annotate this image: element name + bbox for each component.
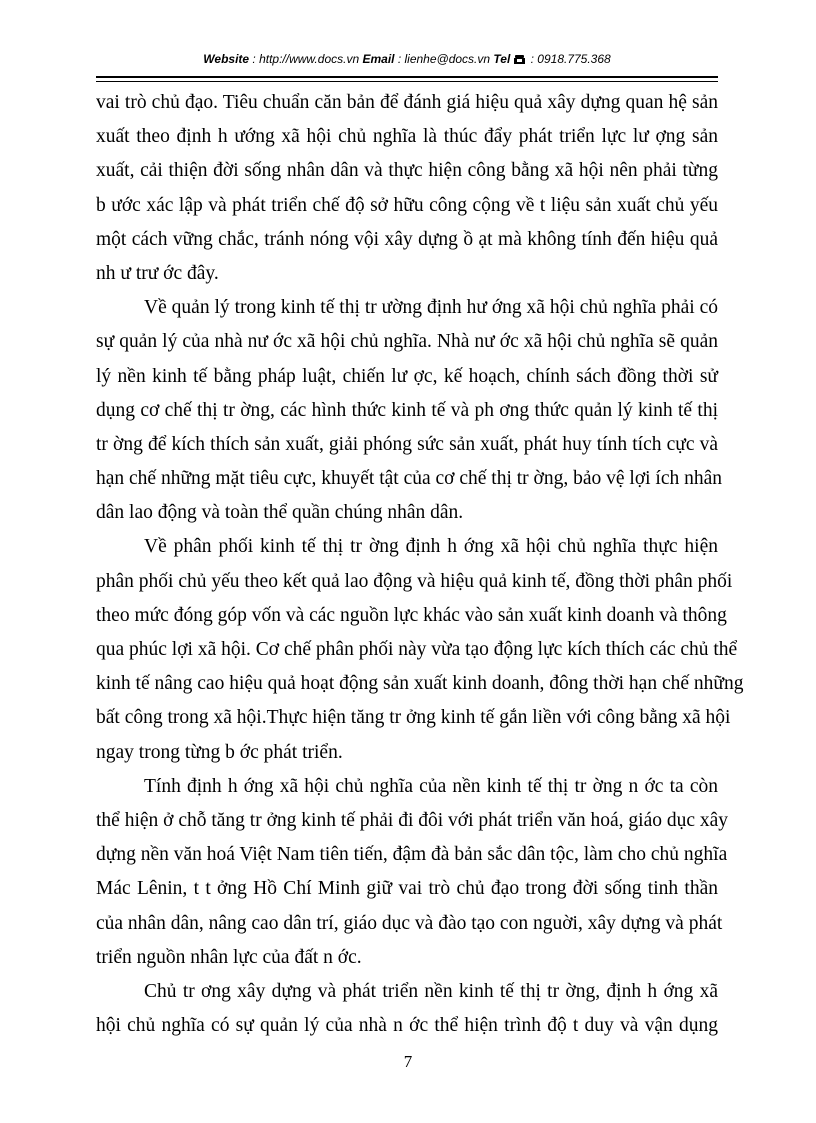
- email-label: Email: [362, 52, 395, 66]
- text-line: của nhân dân, nâng cao dân trí, giáo dục và đào tạo con nguời, xây dựng và phát: [96, 912, 723, 934]
- tel-label: Tel: [493, 52, 511, 66]
- page-header: [96, 50, 718, 78]
- text-line: hội chủ nghĩa có sự quản lý của nhà n ớc thể hiện trình độ t duy và vận dụng: [96, 1015, 718, 1037]
- text-line: hạn chế những mặt tiêu cực, khuyết tật của cơ chế thị tr ờng, bảo vệ lợi ích nhân: [96, 468, 723, 490]
- text-line: Chủ tr ơng xây dựng và phát triển nền kinh tế thị tr ờng, định h ớng xã: [144, 980, 718, 1002]
- text-line: Tính định h ớng xã hội chủ nghĩa của nền kinh tế thị tr ờng n ớc ta còn: [144, 775, 718, 797]
- header-contact-line: [96, 52, 718, 66]
- text-line: xuất theo định h ướng xã hội chủ nghĩa là thúc đẩy phát triển lực lư ợng sản: [96, 126, 718, 148]
- website-value: : http://www.docs.vn: [249, 52, 363, 66]
- text-line: dân lao động và toàn thể quần chúng nhân dân.: [96, 502, 464, 524]
- text-line: qua phúc lợi xã hội. Cơ chế phân phối này vừa tạo động lực kích thích các chủ thể: [96, 639, 738, 660]
- text-line: thể hiện ở chỗ tăng tr ởng kinh tế phải đi đôi với phát triển văn hoá, giáo dục xây: [96, 809, 729, 831]
- text-line: vai trò chủ đạo. Tiêu chuẩn căn bản để đánh giá hiệu quả xây dựng quan hệ sản: [96, 92, 718, 113]
- website-label: Website: [203, 52, 250, 66]
- text-line: phân phối chủ yếu theo kết quả lao động và hiệu quả kinh tế, đồng thời phân phối: [96, 570, 733, 592]
- text-line: xuất, cải thiện đời sống nhân dân và thực hiện công bằng xã hội nên phải từng: [96, 160, 718, 182]
- document-body: [96, 86, 744, 1043]
- text-line: lý nền kinh tế bằng pháp luật, chiến lư ợc, kế hoạch, chính sách đồng thời sử: [96, 365, 718, 387]
- email-value: : lienhe@docs.vn: [394, 52, 494, 66]
- text-line: tr ờng để kích thích sản xuất, giải phóng sức sản xuất, phát huy tính tích cực và: [96, 433, 718, 455]
- text-line: Về phân phối kinh tế thị tr ờng định h ớng xã hội chủ nghĩa thực hiện: [144, 536, 718, 558]
- text-line: b ước xác lập và phát triển chế độ sở hữu công cộng về t liệu sản xuất chủ yếu: [96, 194, 718, 216]
- text-line: dụng cơ chế thị tr ờng, các hình thức kinh tế và ph ơng thức quản lý kinh tế thị: [96, 399, 718, 421]
- text-line: một cách vững chắc, tránh nóng vội xây dựng ồ ạt mà không tính đến hiệu quả: [96, 228, 718, 250]
- text-line: bất công trong xã hội.Thực hiện tăng tr ởng kinh tế gắn liền với công bằng xã hội: [96, 707, 731, 729]
- text-line: Mác Lênin, t t ởng Hồ Chí Minh giữ vai trò chủ đạo trong đời sống tinh thần: [96, 878, 718, 900]
- text-line: Về quản lý trong kinh tế thị tr ường định hư ớng xã hội chủ nghĩa phải có: [144, 297, 718, 319]
- text-line: theo mức đóng góp vốn và các nguồn lực khác vào sản xuất kinh doanh và thông: [96, 604, 727, 626]
- text-line: triển nguồn nhân lực của đất n ớc.: [96, 946, 362, 968]
- phone-icon: [514, 53, 525, 62]
- text-line: ngay trong từng b ớc phát triển.: [96, 741, 343, 763]
- text-line: nh ư trư ớc đây.: [96, 262, 219, 284]
- page-number: 7: [403, 1052, 413, 1071]
- text-line: kinh tế nâng cao hiệu quả hoạt động sản xuất kinh doanh, đông thời hạn chế những: [96, 673, 744, 695]
- text-line: sự quản lý của nhà nư ớc xã hội chủ nghĩa. Nhà nư ớc xã hội chủ nghĩa sẽ quản: [96, 331, 718, 353]
- text-line: dựng nền văn hoá Việt Nam tiên tiến, đậm đà bản sắc dân tộc, làm cho chủ nghĩa: [96, 844, 728, 866]
- tel-value: : 0918.775.368: [527, 52, 611, 66]
